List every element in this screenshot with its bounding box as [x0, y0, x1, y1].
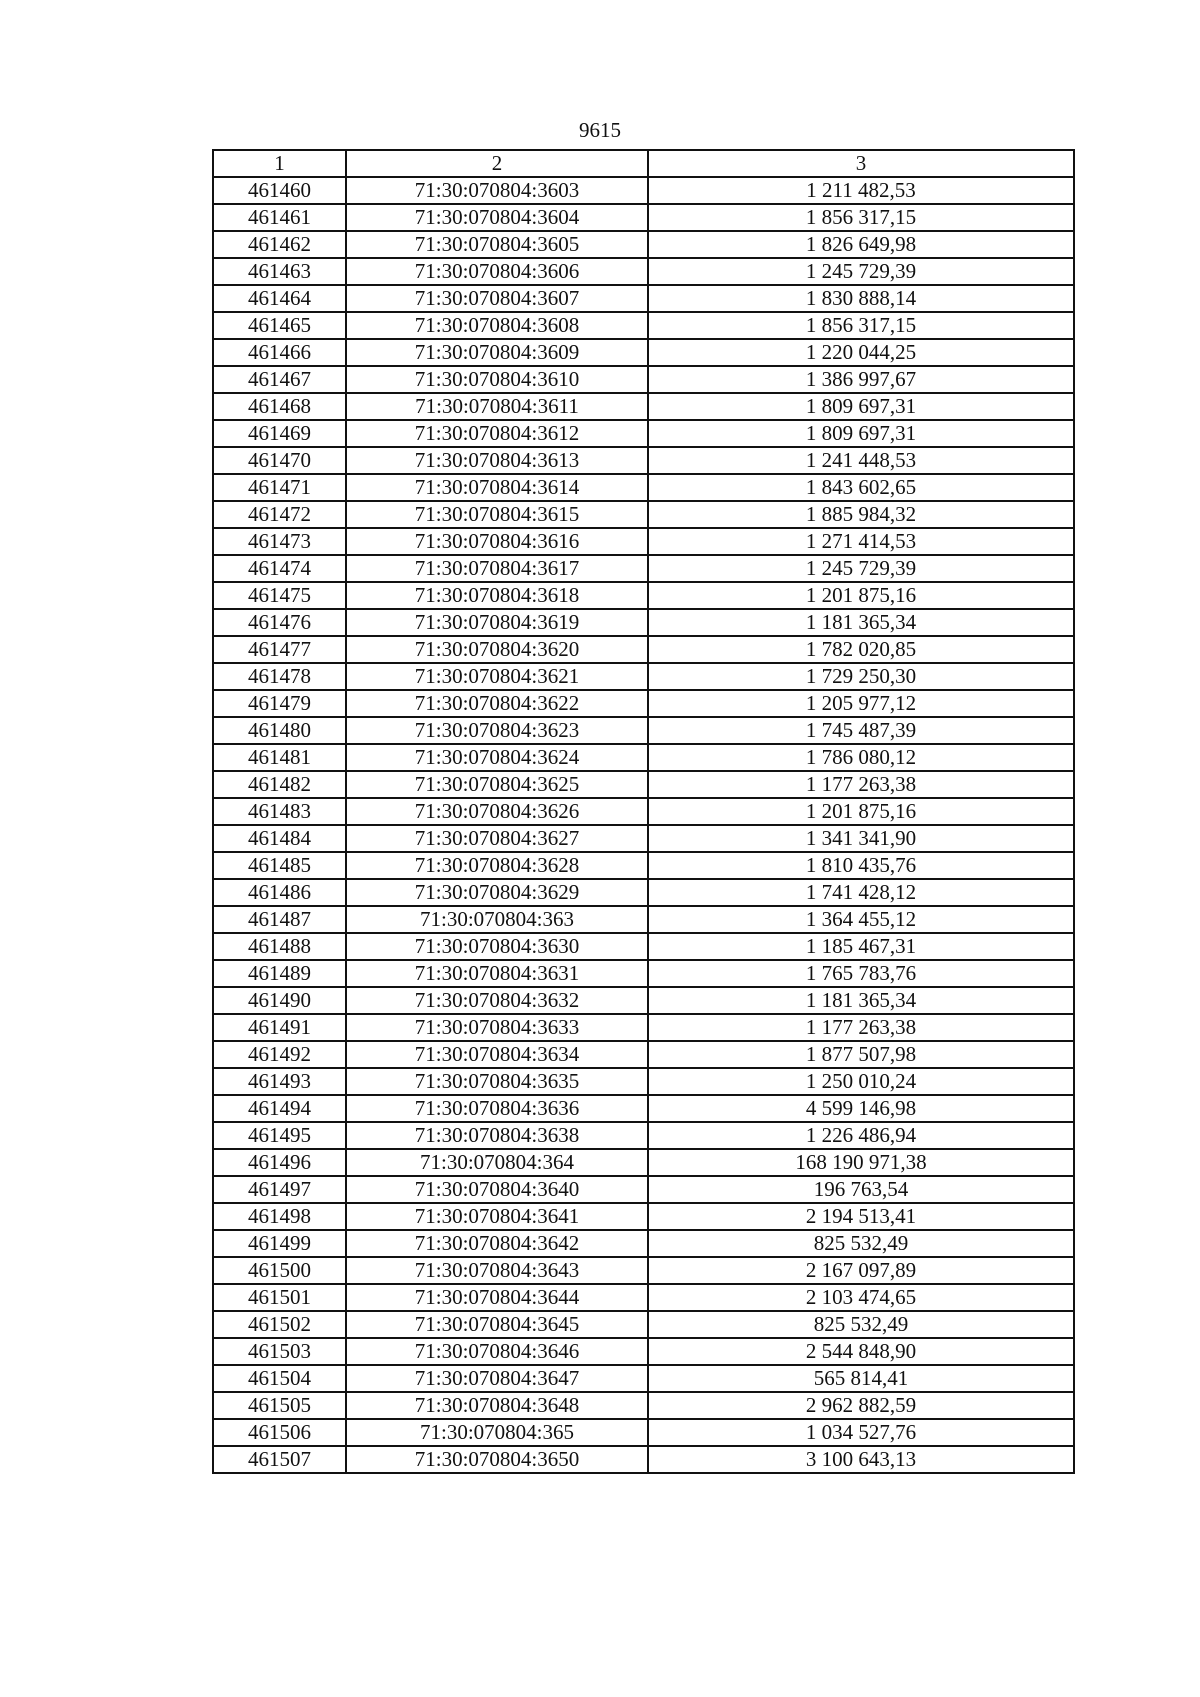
cadastral-number-cell: 71:30:070804:3618 — [346, 582, 648, 609]
value-cell: 1 885 984,32 — [648, 501, 1074, 528]
value-cell: 3 100 643,13 — [648, 1446, 1074, 1473]
value-cell: 2 962 882,59 — [648, 1392, 1074, 1419]
row-number-cell: 461460 — [213, 177, 346, 204]
cadastral-number-cell: 71:30:070804:3605 — [346, 231, 648, 258]
row-number-cell: 461507 — [213, 1446, 346, 1473]
value-cell: 1 364 455,12 — [648, 906, 1074, 933]
table-row — [213, 1230, 1074, 1257]
cadastral-number-cell: 71:30:070804:3610 — [346, 366, 648, 393]
row-number-cell: 461505 — [213, 1392, 346, 1419]
cadastral-number-cell: 71:30:070804:3636 — [346, 1095, 648, 1122]
cadastral-number-cell: 71:30:070804:3612 — [346, 420, 648, 447]
cadastral-number-cell: 71:30:070804:3617 — [346, 555, 648, 582]
row-number-cell: 461464 — [213, 285, 346, 312]
table-row — [213, 825, 1074, 852]
value-cell: 1 245 729,39 — [648, 258, 1074, 285]
register-table — [212, 149, 1075, 1474]
row-number-cell: 461468 — [213, 393, 346, 420]
table-row — [213, 690, 1074, 717]
value-cell: 1 856 317,15 — [648, 204, 1074, 231]
cadastral-number-cell: 71:30:070804:3611 — [346, 393, 648, 420]
row-number-cell: 461465 — [213, 312, 346, 339]
row-number-cell: 461462 — [213, 231, 346, 258]
row-number-cell: 461483 — [213, 798, 346, 825]
value-cell: 1 826 649,98 — [648, 231, 1074, 258]
value-cell: 1 177 263,38 — [648, 1014, 1074, 1041]
table-row — [213, 1014, 1074, 1041]
value-cell: 1 220 044,25 — [648, 339, 1074, 366]
row-number-cell: 461489 — [213, 960, 346, 987]
cadastral-number-cell: 71:30:070804:3644 — [346, 1284, 648, 1311]
row-number-cell: 461482 — [213, 771, 346, 798]
value-cell: 1 745 487,39 — [648, 717, 1074, 744]
value-cell: 1 843 602,65 — [648, 474, 1074, 501]
table-row — [213, 177, 1074, 204]
row-number-cell: 461479 — [213, 690, 346, 717]
value-cell: 1 241 448,53 — [648, 447, 1074, 474]
table-row — [213, 231, 1074, 258]
header-row — [213, 150, 1074, 177]
cadastral-number-cell: 71:30:070804:3645 — [346, 1311, 648, 1338]
row-number-cell: 461487 — [213, 906, 346, 933]
table-row — [213, 1149, 1074, 1176]
table-row — [213, 501, 1074, 528]
value-cell: 1 877 507,98 — [648, 1041, 1074, 1068]
table-row — [213, 1338, 1074, 1365]
table-row — [213, 285, 1074, 312]
value-cell: 1 245 729,39 — [648, 555, 1074, 582]
cadastral-number-cell: 71:30:070804:3604 — [346, 204, 648, 231]
table-row — [213, 879, 1074, 906]
row-number-cell: 461485 — [213, 852, 346, 879]
table-row — [213, 852, 1074, 879]
cadastral-number-cell: 71:30:070804:3626 — [346, 798, 648, 825]
page-number-text: 9615 — [579, 118, 621, 142]
cadastral-number-cell: 71:30:070804:3616 — [346, 528, 648, 555]
cadastral-number-cell: 71:30:070804:3625 — [346, 771, 648, 798]
value-cell: 1 765 783,76 — [648, 960, 1074, 987]
value-cell: 1 201 875,16 — [648, 582, 1074, 609]
value-cell: 1 226 486,94 — [648, 1122, 1074, 1149]
row-number-cell: 461499 — [213, 1230, 346, 1257]
table-row — [213, 420, 1074, 447]
row-number-cell: 461486 — [213, 879, 346, 906]
cadastral-number-cell: 71:30:070804:3643 — [346, 1257, 648, 1284]
cadastral-number-cell: 71:30:070804:3603 — [346, 177, 648, 204]
table-row — [213, 1257, 1074, 1284]
table-row — [213, 1176, 1074, 1203]
cadastral-number-cell: 71:30:070804:3621 — [346, 663, 648, 690]
table-row — [213, 1284, 1074, 1311]
row-number-cell: 461480 — [213, 717, 346, 744]
cadastral-number-cell: 71:30:070804:3641 — [346, 1203, 648, 1230]
value-cell: 1 729 250,30 — [648, 663, 1074, 690]
cadastral-number-cell: 71:30:070804:3634 — [346, 1041, 648, 1068]
row-number-cell: 461461 — [213, 204, 346, 231]
row-number-cell: 461470 — [213, 447, 346, 474]
table-row — [213, 1041, 1074, 1068]
value-cell: 196 763,54 — [648, 1176, 1074, 1203]
table-row — [213, 339, 1074, 366]
table-row — [213, 663, 1074, 690]
value-cell: 1 856 317,15 — [648, 312, 1074, 339]
row-number-cell: 461493 — [213, 1068, 346, 1095]
value-cell: 2 544 848,90 — [648, 1338, 1074, 1365]
row-number-cell: 461490 — [213, 987, 346, 1014]
cadastral-number-cell: 71:30:070804:3619 — [346, 609, 648, 636]
value-cell: 168 190 971,38 — [648, 1149, 1074, 1176]
row-number-cell: 461469 — [213, 420, 346, 447]
value-cell: 2 194 513,41 — [648, 1203, 1074, 1230]
cadastral-number-cell: 71:30:070804:3629 — [346, 879, 648, 906]
value-cell: 4 599 146,98 — [648, 1095, 1074, 1122]
header-cell-3: 3 — [648, 150, 1074, 177]
value-cell: 1 271 414,53 — [648, 528, 1074, 555]
value-cell: 1 809 697,31 — [648, 393, 1074, 420]
cadastral-number-cell: 71:30:070804:3647 — [346, 1365, 648, 1392]
cadastral-number-cell: 71:30:070804:3614 — [346, 474, 648, 501]
row-number-cell: 461467 — [213, 366, 346, 393]
value-cell: 1 211 482,53 — [648, 177, 1074, 204]
cadastral-number-cell: 71:30:070804:3608 — [346, 312, 648, 339]
table-row — [213, 582, 1074, 609]
table-row — [213, 1446, 1074, 1473]
table-row — [213, 312, 1074, 339]
value-cell: 565 814,41 — [648, 1365, 1074, 1392]
table-row — [213, 636, 1074, 663]
row-number-cell: 461472 — [213, 501, 346, 528]
page-number — [0, 118, 1200, 142]
value-cell: 1 782 020,85 — [648, 636, 1074, 663]
table-body — [213, 177, 1074, 1473]
cadastral-number-cell: 71:30:070804:3627 — [346, 825, 648, 852]
table-row — [213, 717, 1074, 744]
cadastral-number-cell: 71:30:070804:3648 — [346, 1392, 648, 1419]
table-row — [213, 366, 1074, 393]
value-cell: 1 341 341,90 — [648, 825, 1074, 852]
table-row — [213, 744, 1074, 771]
value-cell: 1 741 428,12 — [648, 879, 1074, 906]
table-row — [213, 1365, 1074, 1392]
value-cell: 1 177 263,38 — [648, 771, 1074, 798]
cadastral-number-cell: 71:30:070804:3633 — [346, 1014, 648, 1041]
cadastral-number-cell: 71:30:070804:3628 — [346, 852, 648, 879]
header-cell-2: 2 — [346, 150, 648, 177]
table-row — [213, 798, 1074, 825]
row-number-cell: 461488 — [213, 933, 346, 960]
cadastral-number-cell: 71:30:070804:365 — [346, 1419, 648, 1446]
value-cell: 825 532,49 — [648, 1311, 1074, 1338]
value-cell: 2 103 474,65 — [648, 1284, 1074, 1311]
row-number-cell: 461492 — [213, 1041, 346, 1068]
table-row — [213, 1095, 1074, 1122]
table-row — [213, 609, 1074, 636]
row-number-cell: 461501 — [213, 1284, 346, 1311]
value-cell: 1 386 997,67 — [648, 366, 1074, 393]
cadastral-number-cell: 71:30:070804:3632 — [346, 987, 648, 1014]
value-cell: 1 810 435,76 — [648, 852, 1074, 879]
table-row — [213, 906, 1074, 933]
row-number-cell: 461475 — [213, 582, 346, 609]
row-number-cell: 461474 — [213, 555, 346, 582]
table-row — [213, 1392, 1074, 1419]
table-row — [213, 960, 1074, 987]
table-row — [213, 528, 1074, 555]
value-cell: 825 532,49 — [648, 1230, 1074, 1257]
value-cell: 1 181 365,34 — [648, 609, 1074, 636]
row-number-cell: 461471 — [213, 474, 346, 501]
value-cell: 1 034 527,76 — [648, 1419, 1074, 1446]
cadastral-number-cell: 71:30:070804:3642 — [346, 1230, 648, 1257]
cadastral-number-cell: 71:30:070804:3630 — [346, 933, 648, 960]
table-row — [213, 933, 1074, 960]
value-cell: 1 181 365,34 — [648, 987, 1074, 1014]
cadastral-number-cell: 71:30:070804:3613 — [346, 447, 648, 474]
table-row — [213, 258, 1074, 285]
table-row — [213, 1068, 1074, 1095]
cadastral-number-cell: 71:30:070804:3650 — [346, 1446, 648, 1473]
value-cell: 1 205 977,12 — [648, 690, 1074, 717]
row-number-cell: 461491 — [213, 1014, 346, 1041]
value-cell: 1 786 080,12 — [648, 744, 1074, 771]
row-number-cell: 461473 — [213, 528, 346, 555]
row-number-cell: 461500 — [213, 1257, 346, 1284]
value-cell: 1 185 467,31 — [648, 933, 1074, 960]
row-number-cell: 461502 — [213, 1311, 346, 1338]
row-number-cell: 461496 — [213, 1149, 346, 1176]
table-row — [213, 204, 1074, 231]
cadastral-number-cell: 71:30:070804:3620 — [346, 636, 648, 663]
value-cell: 1 201 875,16 — [648, 798, 1074, 825]
row-number-cell: 461494 — [213, 1095, 346, 1122]
value-cell: 1 830 888,14 — [648, 285, 1074, 312]
cadastral-number-cell: 71:30:070804:3646 — [346, 1338, 648, 1365]
cadastral-number-cell: 71:30:070804:3609 — [346, 339, 648, 366]
cadastral-number-cell: 71:30:070804:3615 — [346, 501, 648, 528]
value-cell: 1 809 697,31 — [648, 420, 1074, 447]
table-row — [213, 393, 1074, 420]
value-cell: 1 250 010,24 — [648, 1068, 1074, 1095]
table-row — [213, 1203, 1074, 1230]
row-number-cell: 461506 — [213, 1419, 346, 1446]
cadastral-number-cell: 71:30:070804:3624 — [346, 744, 648, 771]
row-number-cell: 461476 — [213, 609, 346, 636]
cadastral-number-cell: 71:30:070804:3640 — [346, 1176, 648, 1203]
row-number-cell: 461484 — [213, 825, 346, 852]
cadastral-number-cell: 71:30:070804:364 — [346, 1149, 648, 1176]
row-number-cell: 461478 — [213, 663, 346, 690]
row-number-cell: 461497 — [213, 1176, 346, 1203]
row-number-cell: 461495 — [213, 1122, 346, 1149]
row-number-cell: 461503 — [213, 1338, 346, 1365]
header-cell-1: 1 — [213, 150, 346, 177]
table-row — [213, 771, 1074, 798]
table-row — [213, 1419, 1074, 1446]
row-number-cell: 461466 — [213, 339, 346, 366]
row-number-cell: 461477 — [213, 636, 346, 663]
cadastral-number-cell: 71:30:070804:363 — [346, 906, 648, 933]
cadastral-number-cell: 71:30:070804:3623 — [346, 717, 648, 744]
row-number-cell: 461498 — [213, 1203, 346, 1230]
table-row — [213, 987, 1074, 1014]
table-row — [213, 1122, 1074, 1149]
cadastral-number-cell: 71:30:070804:3638 — [346, 1122, 648, 1149]
cadastral-number-cell: 71:30:070804:3606 — [346, 258, 648, 285]
table-row — [213, 555, 1074, 582]
cadastral-number-cell: 71:30:070804:3635 — [346, 1068, 648, 1095]
table-row — [213, 474, 1074, 501]
value-cell: 2 167 097,89 — [648, 1257, 1074, 1284]
row-number-cell: 461504 — [213, 1365, 346, 1392]
cadastral-number-cell: 71:30:070804:3607 — [346, 285, 648, 312]
row-number-cell: 461463 — [213, 258, 346, 285]
cadastral-number-cell: 71:30:070804:3631 — [346, 960, 648, 987]
row-number-cell: 461481 — [213, 744, 346, 771]
table-row — [213, 447, 1074, 474]
table-row — [213, 1311, 1074, 1338]
cadastral-number-cell: 71:30:070804:3622 — [346, 690, 648, 717]
